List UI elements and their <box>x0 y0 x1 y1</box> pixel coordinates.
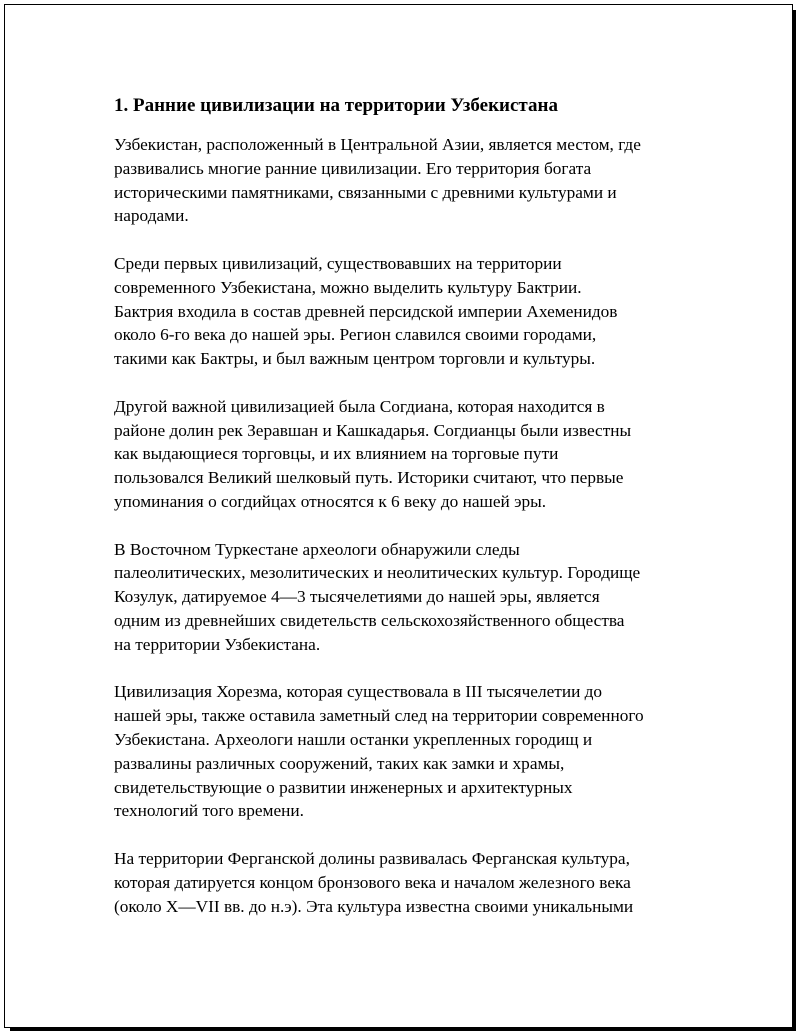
paragraph <box>114 847 694 918</box>
paragraph <box>114 680 694 823</box>
paragraph-line: развалины различных сооружений, таких как замки и храмы, <box>114 753 565 773</box>
paragraph-line: районе долин рек Зеравшан и Кашкадарья. Согдианцы были известны <box>114 420 632 440</box>
paragraph-line: историческими памятниками, связанными с древними культурами и <box>114 182 617 202</box>
paragraph-line: как выдающиеся торговцы, и их влиянием на торговые пути <box>114 444 559 464</box>
paragraph <box>114 538 694 657</box>
paragraph-line: пользовался Великий шелковый путь. Историки считают, что первые <box>114 468 624 488</box>
paragraph-line: которая датируется концом бронзового века и началом железного века <box>114 872 631 892</box>
paragraph-line: палеолитических, мезолитических и неолитических культур. Городище <box>114 563 641 583</box>
paragraph-line: Среди первых цивилизаций, существовавших на территории <box>114 253 562 273</box>
paragraph-line: Узбекистан, расположенный в Центральной Азии, является местом, где <box>114 135 641 154</box>
paragraph-line: такими как Бактры, и был важным центром торговли и культуры. <box>114 349 596 369</box>
paragraph <box>114 395 694 514</box>
paragraph-line: Козулук, датируемое 4—3 тысячелетиями до нашей эры, является <box>114 587 600 607</box>
paragraph-line: развивались многие ранние цивилизации. Его территория богата <box>114 158 592 178</box>
paragraph-line: около 6-го века до нашей эры. Регион славился своими городами, <box>114 325 597 345</box>
paragraph-line: Цивилизация Хорезма, которая существовала в III тысячелетии до <box>114 682 603 702</box>
document-content <box>114 94 694 942</box>
paragraph-line: (около X—VII вв. до н.э). Эта культура известна своими уникальными <box>114 896 634 916</box>
paragraph <box>114 133 694 228</box>
paragraph-line: В Восточном Туркестане археологи обнаружили следы <box>114 539 520 559</box>
paragraph-line: На территории Ферганской долины развивалась Ферганская культура, <box>114 848 630 868</box>
paragraph-list <box>114 133 694 918</box>
paragraph-line: на территории Узбекистана. <box>114 634 321 654</box>
document-title: 1. Ранние цивилизации на территории Узбекистана <box>114 95 558 116</box>
paragraph-line: народами. <box>114 206 189 226</box>
paragraph-line: одним из древнейших свидетельств сельскохозяйственного общества <box>114 610 625 630</box>
paragraph-line: нашей эры, также оставила заметный след на территории современного <box>114 706 644 726</box>
paragraph-line: Другой важной цивилизацией была Согдиана, которая находится в <box>114 396 605 416</box>
paragraph-line: Узбекистана. Археологи нашли останки укрепленных городищ и <box>114 729 593 749</box>
paragraph-line: упоминания о согдийцах относятся к 6 веку до нашей эры. <box>114 491 547 511</box>
paragraph-line: свидетельствующие о развитии инженерных и архитектурных <box>114 777 573 797</box>
paragraph-line: Бактрия входила в состав древней персидской империи Ахеменидов <box>114 301 618 321</box>
paragraph <box>114 252 694 371</box>
paragraph-line: современного Узбекистана, можно выделить культуру Бактрии. <box>114 277 582 297</box>
paragraph-line: технологий того времени. <box>114 801 304 821</box>
